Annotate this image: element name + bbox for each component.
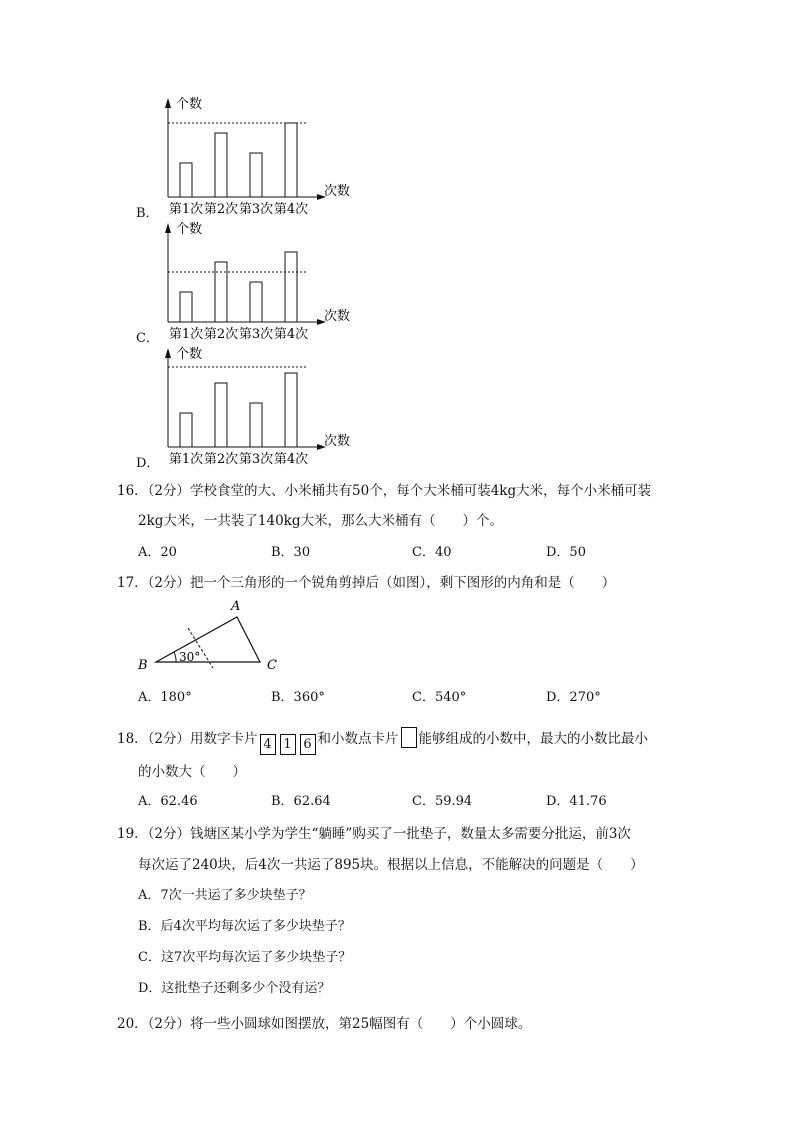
bar-2	[215, 262, 227, 322]
triangle-label-b: B	[138, 658, 148, 673]
category-label-3: 第3次	[238, 327, 274, 341]
decimal-point-card	[401, 727, 417, 748]
digit-card-6: 6	[300, 734, 316, 755]
chart-option-b	[136, 94, 376, 216]
q16-option-c[interactable]: C．40	[412, 545, 452, 560]
category-label-4: 第4次	[273, 327, 309, 341]
bar-3	[250, 153, 262, 197]
option-c-letter: C．	[136, 331, 159, 346]
category-label-1: 第1次	[168, 327, 204, 341]
bar-3	[250, 282, 262, 322]
q18-option-d[interactable]: D．41.76	[546, 794, 607, 809]
category-label-2: 第2次	[203, 202, 239, 216]
triangle-label-a: A	[231, 599, 241, 614]
q16-line2: 2kg大米，一共装了140kg大米，那么大米桶有（ ）个。	[138, 513, 504, 529]
category-label-3: 第3次	[238, 202, 274, 216]
chart-option-d	[136, 344, 376, 466]
bar-4	[285, 123, 297, 197]
digit-card-4: 4	[260, 734, 276, 755]
y-axis-label: 个数	[176, 347, 203, 362]
q17-option-c[interactable]: C．540°	[412, 690, 467, 705]
q18-suffix: 能够组成的小数中，最大的小数比最小	[418, 731, 649, 747]
q20-line1: 20．（2分）将一些小圆球如图摆放，第25幅图有（ ）个小圆球。	[117, 1016, 532, 1032]
x-axis-label: 次数	[324, 184, 351, 199]
option-d-letter: D．	[136, 456, 160, 471]
q18-option-a[interactable]: A．62.46	[138, 794, 198, 809]
category-label-2: 第2次	[203, 327, 239, 341]
q18-line2: 的小数大（ ）	[138, 764, 246, 780]
q17-option-a[interactable]: A．180°	[138, 690, 192, 705]
y-axis-label: 个数	[176, 222, 203, 237]
q17-option-d[interactable]: D．270°	[546, 690, 601, 705]
q19-line1: 19．（2分）钱塘区某小学为学生“躺睡”购买了一批垫子，数量太多需要分批运，前3次	[117, 826, 631, 842]
triangle-label-c: C	[267, 658, 277, 673]
category-label-1: 第1次	[168, 452, 204, 466]
q16-option-d[interactable]: D．50	[546, 545, 586, 560]
category-label-4: 第4次	[273, 202, 309, 216]
bar-1	[180, 292, 192, 322]
y-axis-arrow	[165, 223, 171, 233]
bar-4	[285, 252, 297, 322]
q19-option-a[interactable]: A．7次一共运了多少块垫子？	[138, 888, 312, 903]
bar-4	[285, 373, 297, 447]
bar-3	[250, 403, 262, 447]
y-axis-arrow	[165, 98, 171, 108]
bar-2	[215, 383, 227, 447]
bar-1	[180, 413, 192, 447]
q19-option-d[interactable]: D．这批垫子还剩多少个没有运？	[138, 981, 331, 996]
option-b-letter: B．	[136, 206, 159, 221]
x-axis-label: 次数	[324, 309, 351, 324]
q18-prefix: 18．（2分）用数字卡片	[117, 731, 258, 747]
q18-line1	[117, 727, 648, 755]
bar-1	[180, 163, 192, 197]
q16-option-b[interactable]: B．30	[271, 545, 311, 560]
q18-option-b[interactable]: B．62.64	[271, 794, 331, 809]
y-axis-arrow	[165, 348, 171, 358]
category-label-4: 第4次	[273, 452, 309, 466]
q19-line2: 每次运了240块，后4次一共运了895块。根据以上信息，不能解决的问题是（ ）	[138, 857, 644, 873]
q18-option-c[interactable]: C．59.94	[412, 794, 473, 809]
q16-option-a[interactable]: A．20	[138, 545, 177, 560]
category-label-3: 第3次	[238, 452, 274, 466]
q19-option-c[interactable]: C．这7次平均每次运了多少块垫子？	[138, 950, 352, 965]
bar-2	[215, 133, 227, 197]
category-label-2: 第2次	[203, 452, 239, 466]
category-label-1: 第1次	[168, 202, 204, 216]
triangle-figure	[134, 596, 294, 676]
triangle-angle-label: 30°	[179, 650, 201, 664]
q17-line1: 17．（2分）把一个三角形的一个锐角剪掉后（如图），剩下图形的内角和是（ ）	[117, 575, 616, 591]
digit-card-1: 1	[280, 734, 296, 755]
q17-option-b[interactable]: B．360°	[271, 690, 325, 705]
q18-middle: 和小数点卡片	[317, 731, 399, 747]
q16-line1: 16．（2分）学校食堂的大、小米桶共有50个，每个大米桶可装4kg大米，每个小米桶可装	[117, 483, 652, 499]
y-axis-label: 个数	[176, 97, 203, 112]
x-axis-label: 次数	[324, 434, 351, 449]
q19-option-b[interactable]: B．后4次平均每次运了多少块垫子？	[138, 919, 351, 934]
chart-option-c	[136, 219, 376, 341]
